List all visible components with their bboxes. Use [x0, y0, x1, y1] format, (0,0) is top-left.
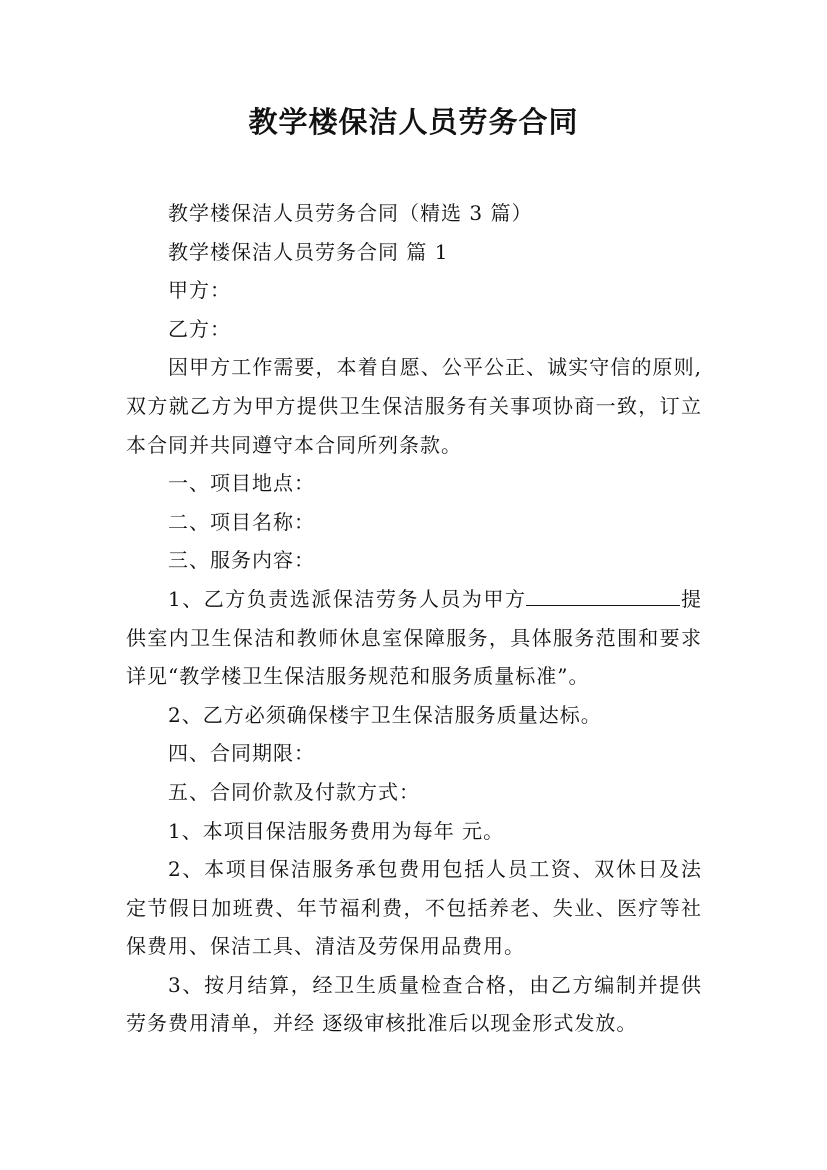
payment-item-3: 3、按月结算，经卫生质量检查合格，由乙方编制并提供劳务费用清单，并经 逐级审核批准后以现金形式发放。 — [126, 972, 702, 1036]
clause-contract-term: 四、合同期限： — [168, 741, 315, 766]
service-item-1-text: 1、乙方负责选派保洁劳务人员为甲方 — [168, 586, 527, 611]
payment-item-1: 1、本项目保洁服务费用为每年 元。 — [168, 818, 505, 843]
clause-project-location: 一、项目地点： — [168, 471, 315, 496]
preamble-paragraph: 因甲方工作需要，本着自愿、公平公正、诚实守信的原则,双方就乙方为甲方提供卫生保洁服务有关事项协商一致，订立本合同并共同遵守本合同所列条款。 — [126, 355, 702, 457]
document-body — [126, 194, 702, 1043]
document-title: 教学楼保洁人员劳务合同 — [248, 105, 579, 139]
clause-project-name: 二、项目名称： — [168, 509, 315, 534]
service-item-1-continuation: 提供室内卫生保洁和教师休息室保障服务，具体服务范围和要求详见“教学楼卫生保洁服务规范和服务质量标准”。 — [126, 586, 702, 689]
clause-service-content: 三、服务内容： — [168, 548, 315, 573]
service-item-2: 2、乙方必须确保楼宇卫生保洁服务质量达标。 — [168, 702, 602, 727]
service-item-1 — [126, 580, 702, 696]
clause-price-payment: 五、合同价款及付款方式： — [168, 779, 420, 804]
payment-item-2: 2、本项目保洁服务承包费用包括人员工资、双休日及法定节假日加班费、年节福利费，不包括养老、失业、医疗等社保费用、保洁工具、清洁及劳保用品费用。 — [126, 857, 702, 959]
party-b-line: 乙方： — [168, 316, 231, 341]
fill-in-blank — [526, 583, 680, 606]
document-subtitle: 教学楼保洁人员劳务合同（精选 3 篇） — [168, 201, 533, 225]
party-a-line: 甲方： — [168, 278, 231, 303]
section-heading: 教学楼保洁人员劳务合同 篇 1 — [168, 239, 449, 264]
